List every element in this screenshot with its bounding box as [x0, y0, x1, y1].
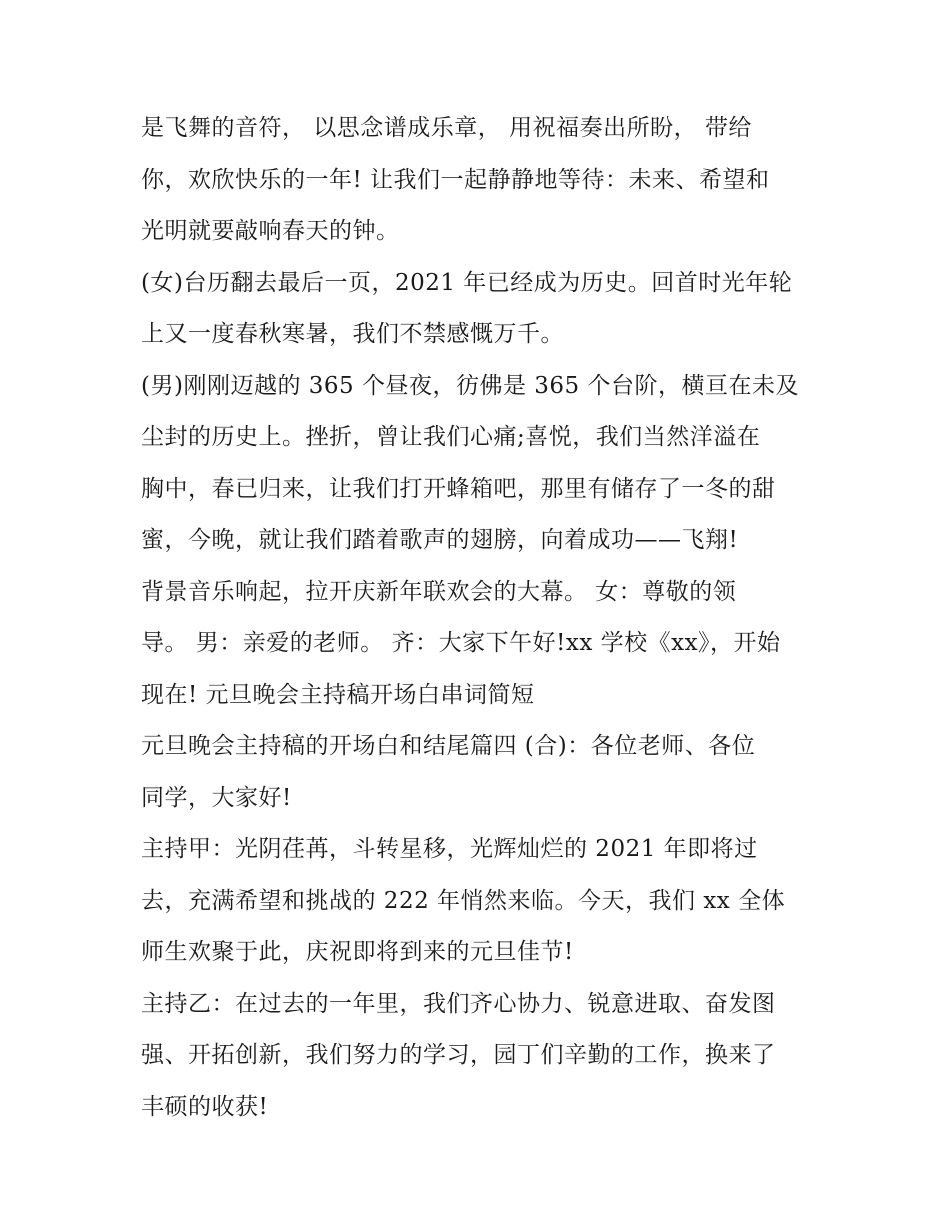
text-line: 上又一度春秋寒暑，我们不禁感慨万千。: [141, 321, 564, 347]
text-line: 丰硕的收获!: [141, 1093, 269, 1120]
text-line: 背景音乐响起，拉开庆新年联欢会的大幕。 女：尊敬的领: [141, 578, 737, 605]
text-line: 同学，大家好!: [141, 784, 292, 811]
text-line: 强、开拓创新，我们努力的学习，园丁们辛勤的工作，换来了: [141, 1042, 776, 1068]
document-body: [141, 103, 821, 1133]
text-line: 胸中，春已归来，让我们打开蜂箱吧，那里有储存了一冬的甜: [141, 475, 776, 502]
text-line: 导。 男：亲爱的老师。 齐：大家下午好!xx 学校《xx》，开始: [141, 630, 781, 656]
text-line: 元旦晚会主持稿的开场白和结尾篇四 (合)：各位老师、各位: [141, 733, 756, 759]
text-line: 光明就要敲响春天的钟。: [141, 218, 400, 244]
text-line: 是飞舞的音符， 以思念谱成乐章， 用祝福奏出所盼， 带给: [141, 115, 752, 141]
text-line: 尘封的历史上。挫折，曾让我们心痛;喜悦，我们当然洋溢在: [141, 424, 761, 450]
text-line: 去，充满希望和挑战的 222 年悄然来临。今天，我们 xx 全体: [141, 887, 786, 914]
text-line: 主持乙：在过去的一年里，我们齐心协力、锐意进取、奋发图: [141, 990, 776, 1017]
text-line: (男)刚刚迈越的 365 个昼夜，彷佛是 365 个台阶，横亘在未及: [141, 372, 799, 399]
text-line: 你，欢欣快乐的一年! 让我们一起静静地等待：未来、希望和: [141, 166, 770, 193]
text-line: 蜜，今晚，就让我们踏着歌声的翅膀，向着成功——飞翔!: [141, 527, 739, 553]
text-line: 主持甲：光阴荏苒，斗转星移，光辉灿烂的 2021 年即将过: [141, 836, 758, 862]
text-line: 现在! 元旦晚会主持稿开场白串词简短: [141, 681, 535, 708]
text-line: (女)台历翻去最后一页，2021 年已经成为历史。回首时光年轮: [141, 269, 793, 296]
text-line: 师生欢聚于此，庆祝即将到来的元旦佳节!: [141, 939, 574, 965]
